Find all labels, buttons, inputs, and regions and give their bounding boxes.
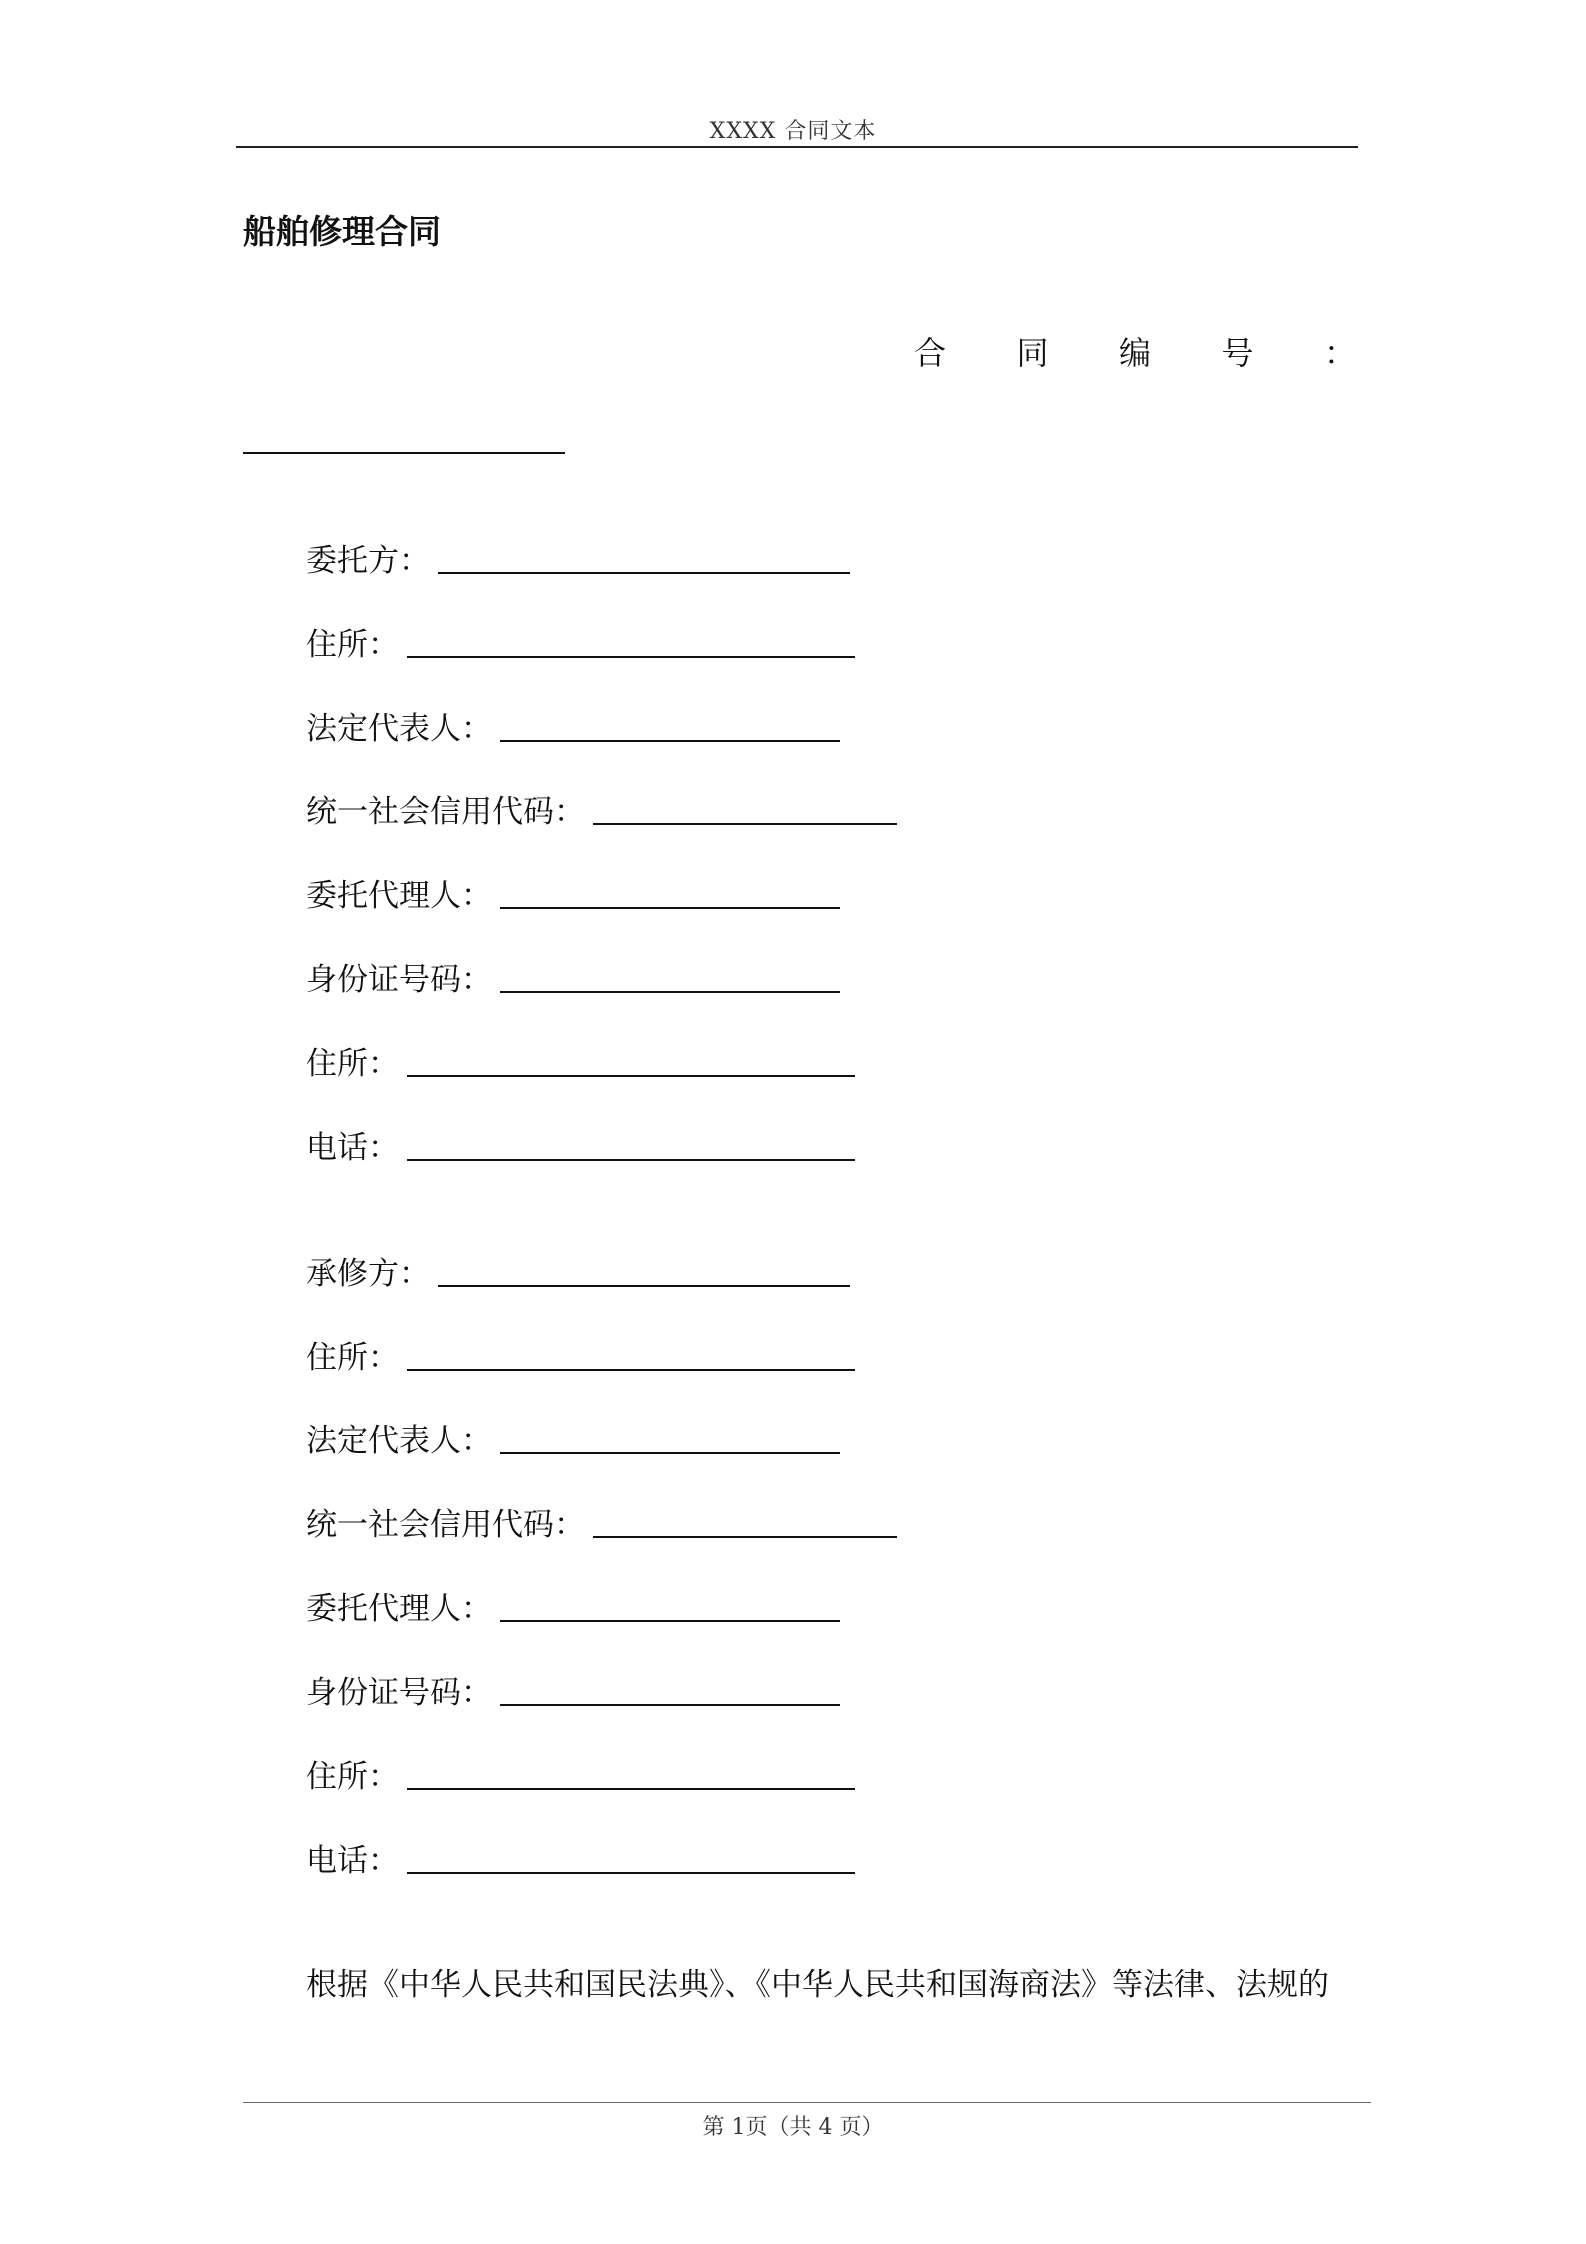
contractor-address-field: [306, 1332, 855, 1377]
client-credit-code-blank[interactable]: [593, 822, 897, 825]
client-party-blank[interactable]: [438, 571, 850, 574]
contractor-phone-field: [306, 1835, 855, 1880]
client-legal-rep-field: [306, 703, 840, 748]
contract-number-blank[interactable]: [243, 452, 565, 454]
document-title: 船舶修理合同: [243, 212, 441, 251]
client-legal-rep-blank[interactable]: [500, 739, 840, 742]
contractor-agent-field: [306, 1583, 840, 1628]
client-address2-field: [306, 1038, 855, 1083]
contractor-legal-rep-blank[interactable]: [500, 1451, 840, 1454]
body-paragraph: 根据《中华人民共和国民法典》、《中华人民共和国海商法》等法律、法规的: [306, 1967, 1329, 2003]
contractor-id-label: 身份证号码：: [306, 1675, 492, 1711]
contractor-party-field: [306, 1248, 850, 1293]
client-id-label: 身份证号码：: [306, 962, 492, 998]
header-divider: [236, 146, 1358, 148]
client-credit-code-label: 统一社会信用代码：: [306, 794, 585, 830]
client-address-field: [306, 619, 855, 664]
contractor-agent-blank[interactable]: [500, 1619, 840, 1622]
contractor-legal-rep-field: [306, 1415, 840, 1460]
client-address2-blank[interactable]: [407, 1074, 855, 1077]
contract-number-char: 同: [1016, 334, 1049, 372]
client-id-field: [306, 954, 840, 999]
client-party-field: [306, 535, 850, 580]
client-agent-field: [306, 870, 840, 915]
page-number: 第 1页（共 4 页）: [702, 2115, 884, 2140]
contractor-credit-code-field: [306, 1499, 897, 1544]
client-credit-code-field: [306, 786, 897, 831]
client-phone-field: [306, 1122, 855, 1167]
contract-number-char: 合: [914, 334, 947, 372]
client-agent-blank[interactable]: [500, 906, 840, 909]
client-agent-label: 委托代理人：: [306, 878, 492, 914]
contractor-address-label: 住所：: [306, 1340, 399, 1376]
client-phone-label: 电话：: [306, 1130, 399, 1166]
client-address-label: 住所：: [306, 627, 399, 663]
contractor-phone-blank[interactable]: [407, 1871, 855, 1874]
page-header-text: XXXX 合同文本: [709, 119, 877, 144]
contract-number-char: 号: [1221, 334, 1254, 372]
contractor-phone-label: 电话：: [306, 1843, 399, 1879]
contractor-address2-label: 住所：: [306, 1759, 399, 1795]
contract-number-label: [914, 328, 1356, 374]
contractor-address2-field: [306, 1751, 855, 1796]
contract-number-char: ：: [1323, 334, 1356, 372]
contractor-credit-code-label: 统一社会信用代码：: [306, 1507, 585, 1543]
contractor-legal-rep-label: 法定代表人：: [306, 1423, 492, 1459]
client-party-label: 委托方：: [306, 543, 430, 579]
contractor-party-label: 承修方：: [306, 1256, 430, 1292]
client-id-blank[interactable]: [500, 990, 840, 993]
contractor-agent-label: 委托代理人：: [306, 1591, 492, 1627]
footer-divider: [243, 2102, 1371, 2103]
client-address2-label: 住所：: [306, 1046, 399, 1082]
client-phone-blank[interactable]: [407, 1158, 855, 1161]
contractor-id-field: [306, 1667, 840, 1712]
contractor-credit-code-blank[interactable]: [593, 1535, 897, 1538]
contractor-address-blank[interactable]: [407, 1368, 855, 1371]
contractor-address2-blank[interactable]: [407, 1787, 855, 1790]
client-address-blank[interactable]: [407, 655, 855, 658]
contract-number-char: 编: [1118, 334, 1151, 372]
client-legal-rep-label: 法定代表人：: [306, 711, 492, 747]
contractor-party-blank[interactable]: [438, 1284, 850, 1287]
contractor-id-blank[interactable]: [500, 1703, 840, 1706]
